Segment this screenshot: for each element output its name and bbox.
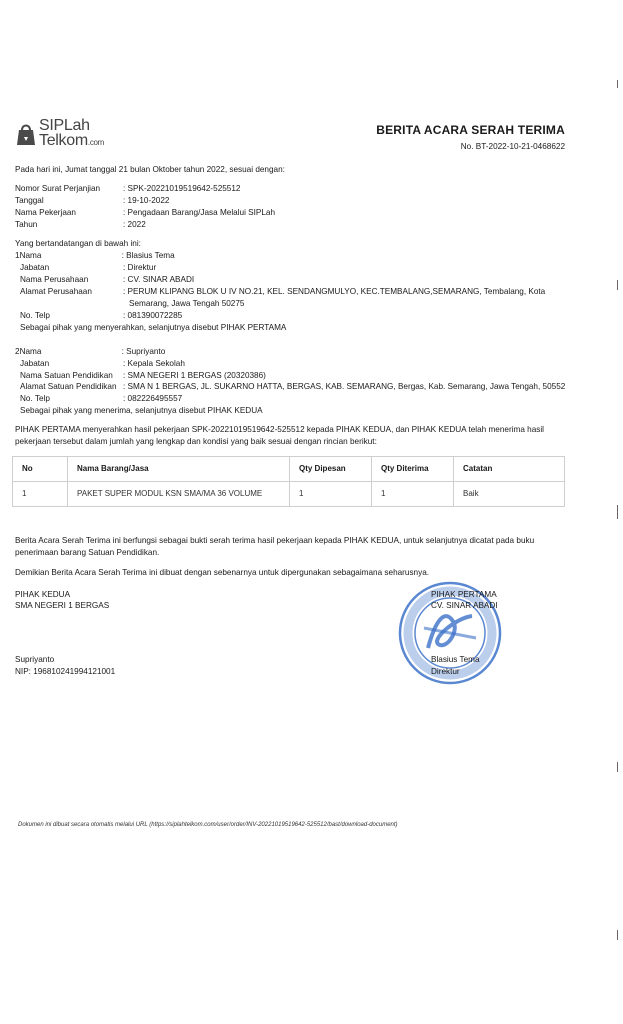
party2-address-row: Alamat Satuan Pendidikan : SMA N 1 BERGAS, JL. SUKARNO HATTA, BERGAS, KAB. SEMARANG, Bergas, Kab. Semarang, Jawa Tengah, 50552	[20, 382, 566, 391]
handover-text-line2: pekerjaan tersebut dalam jumlah yang lengkap dan kondisi yang baik sesuai dengan rincian berikut:	[15, 437, 377, 446]
intro-text: Pada hari ini, Jumat tanggal 21 bulan Oktober tahun 2022, sesuai dengan:	[15, 165, 285, 174]
signed-intro: Yang bertandatangan di bawah ini:	[15, 239, 141, 248]
receiver-nip: NIP: 196810241994121001	[15, 667, 116, 676]
scan-mark	[617, 930, 618, 940]
contract-row: Tahun : 2022	[15, 220, 146, 229]
contract-row: Nomor Surat Perjanjian : SPK-20221019519642-525512	[15, 184, 241, 193]
table-cell: Baik	[454, 482, 565, 507]
logo-line2: Telkom	[39, 132, 88, 149]
receiver-org: SMA NEGERI 1 BERGAS	[15, 601, 110, 610]
closing-text-line1: Berita Acara Serah Terima ini berfungsi sebagai bukti serah terima hasil pekerjaan kepada PIHAK KEDUA, untuk selanjutnya dicatat pada buku	[15, 536, 535, 545]
table-header-row	[13, 457, 565, 482]
party1-note: Sebagai pihak yang menyerahkan, selanjutnya disebut PIHAK PERTAMA	[20, 323, 287, 332]
closing-text-line2: penerimaan barang Satuan Pendidikan.	[15, 548, 160, 557]
scan-mark	[617, 762, 618, 772]
scan-mark	[617, 280, 618, 290]
party1-company-row: Nama Perusahaan : CV. SINAR ABADI	[20, 275, 195, 284]
party1-address-cont: Semarang, Jawa Tengah 50275	[129, 299, 245, 308]
table-cell: 1	[372, 482, 454, 507]
contract-row: Nama Pekerjaan : Pengadaan Barang/Jasa Melalui SIPLah	[15, 208, 276, 217]
document-footer: Dokumen ini dibuat secara otomatis melalui URL (https://siplahtelkom.com/user/order/INV-20221019519642-525512/bast/download-document)	[18, 822, 398, 828]
party1-position-row: Jabatan : Direktur	[20, 263, 157, 272]
column-header: Catatan	[454, 457, 565, 482]
provider-role: PIHAK PERTAMA	[431, 590, 497, 599]
document-number: No. BT-2022-10-21-0468622	[460, 142, 565, 151]
party2-phone-row: No. Telp : 082226495557	[20, 394, 183, 403]
column-header: Qty Dipesan	[290, 457, 372, 482]
items-table	[12, 456, 565, 507]
logo-line1: SIPLah	[39, 117, 90, 134]
receiver-role: PIHAK KEDUA	[15, 590, 71, 599]
scan-mark	[617, 505, 618, 519]
party2-school-row: Nama Satuan Pendidikan : SMA NEGERI 1 BERGAS (20320386)	[20, 371, 266, 380]
party2-name-row: 2Nama : Supriyanto	[15, 347, 166, 356]
contract-row: Tanggal : 19-10-2022	[15, 196, 170, 205]
party2-note: Sebagai pihak yang menerima, selanjutnya disebut PIHAK KEDUA	[20, 406, 263, 415]
table-cell: 1	[290, 482, 372, 507]
provider-org: CV. SINAR ABADI	[431, 601, 498, 610]
scan-mark	[617, 80, 618, 88]
column-header: Qty Diterima	[372, 457, 454, 482]
table-cell: 1	[13, 482, 68, 507]
provider-name: Blasius Tema	[431, 655, 480, 664]
column-header: No	[13, 457, 68, 482]
logo-suffix: .com	[87, 138, 105, 147]
document-title: BERITA ACARA SERAH TERIMA	[376, 123, 565, 137]
table-cell: PAKET SUPER MODUL KSN SMA/MA 36 VOLUME	[68, 482, 290, 507]
party1-name-row: 1Nama : Blasius Tema	[15, 251, 175, 260]
party2-position-row: Jabatan : Kepala Sekolah	[20, 359, 185, 368]
shopping-bag-icon	[15, 121, 37, 147]
handover-text-line1: PIHAK PERTAMA menyerahkan hasil pekerjaan SPK-20221019519642-525512 kepada PIHAK KEDUA, dan PIHAK KEDUA telah menerima hasil	[15, 425, 544, 434]
column-header: Nama Barang/Jasa	[68, 457, 290, 482]
party1-address-row: Alamat Perusahaan : PERUM KLIPANG BLOK U IV NO.21, KEL. SENDANGMULYO, KEC.TEMBALANG,SEMARANG, Tembalang, Kota	[20, 287, 546, 296]
provider-position: Direktur	[431, 667, 460, 676]
receiver-name: Supriyanto	[15, 655, 55, 664]
closing-statement: Demikian Berita Acara Serah Terima ini dibuat dengan sebenarnya untuk dipergunakan sebagaimana seharusnya.	[15, 568, 430, 577]
party1-phone-row: No. Telp : 081390072285	[20, 311, 183, 320]
siplah-logo	[15, 118, 125, 158]
table-row	[13, 482, 565, 507]
logo-wordmark	[39, 118, 104, 150]
